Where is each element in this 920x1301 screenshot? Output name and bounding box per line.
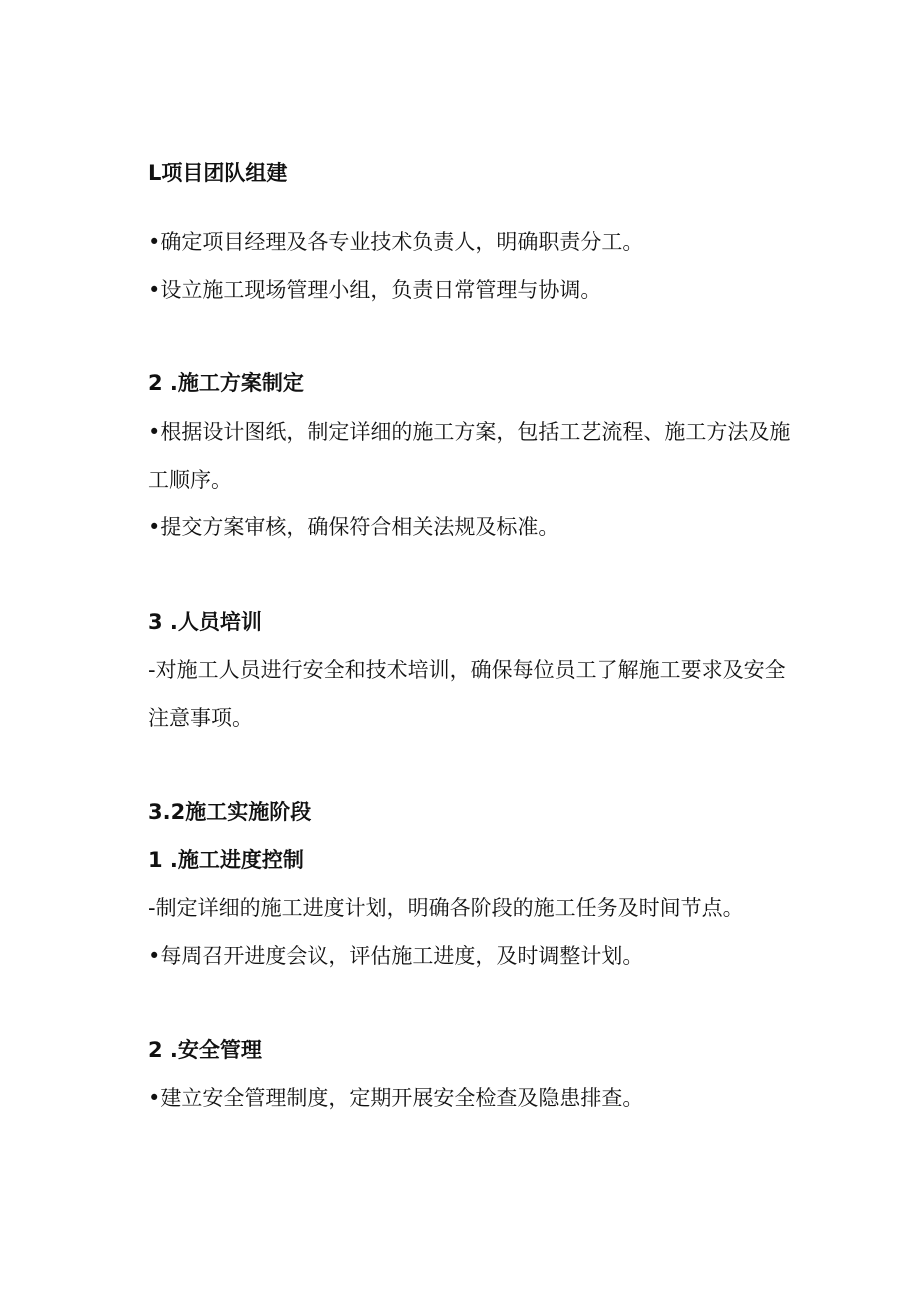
paragraph-continuation: 注意事项。	[148, 706, 253, 730]
section-heading-safety: 2 .安全管理	[148, 1038, 262, 1062]
paragraph: •设立施工现场管理小组，负责日常管理与协调。	[148, 278, 602, 302]
paragraph: -对施工人员进行安全和技术培训，确保每位员工了解施工要求及安全	[148, 658, 786, 682]
paragraph: •提交方案审核，确保符合相关法规及标准。	[148, 515, 560, 539]
paragraph: •确定项目经理及各专业技术负责人，明确职责分工。	[148, 230, 644, 254]
paragraph: -制定详细的施工进度计划，明确各阶段的施工任务及时间节点。	[148, 896, 744, 920]
paragraph: •建立安全管理制度，定期开展安全检查及隐患排查。	[148, 1086, 644, 1110]
section-heading-implementation: 3.2施工实施阶段	[148, 800, 312, 824]
section-heading-training: 3 .人员培训	[148, 610, 262, 634]
section-heading-team: L项目团队组建	[148, 161, 288, 185]
paragraph-continuation: 工顺序。	[148, 468, 232, 492]
section-heading-plan: 2 .施工方案制定	[148, 371, 304, 395]
section-heading-schedule: 1 .施工进度控制	[148, 848, 304, 872]
paragraph: •每周召开进度会议，评估施工进度，及时调整计划。	[148, 944, 644, 968]
paragraph: •根据设计图纸，制定详细的施工方案，包括工艺流程、施工方法及施	[148, 420, 791, 444]
